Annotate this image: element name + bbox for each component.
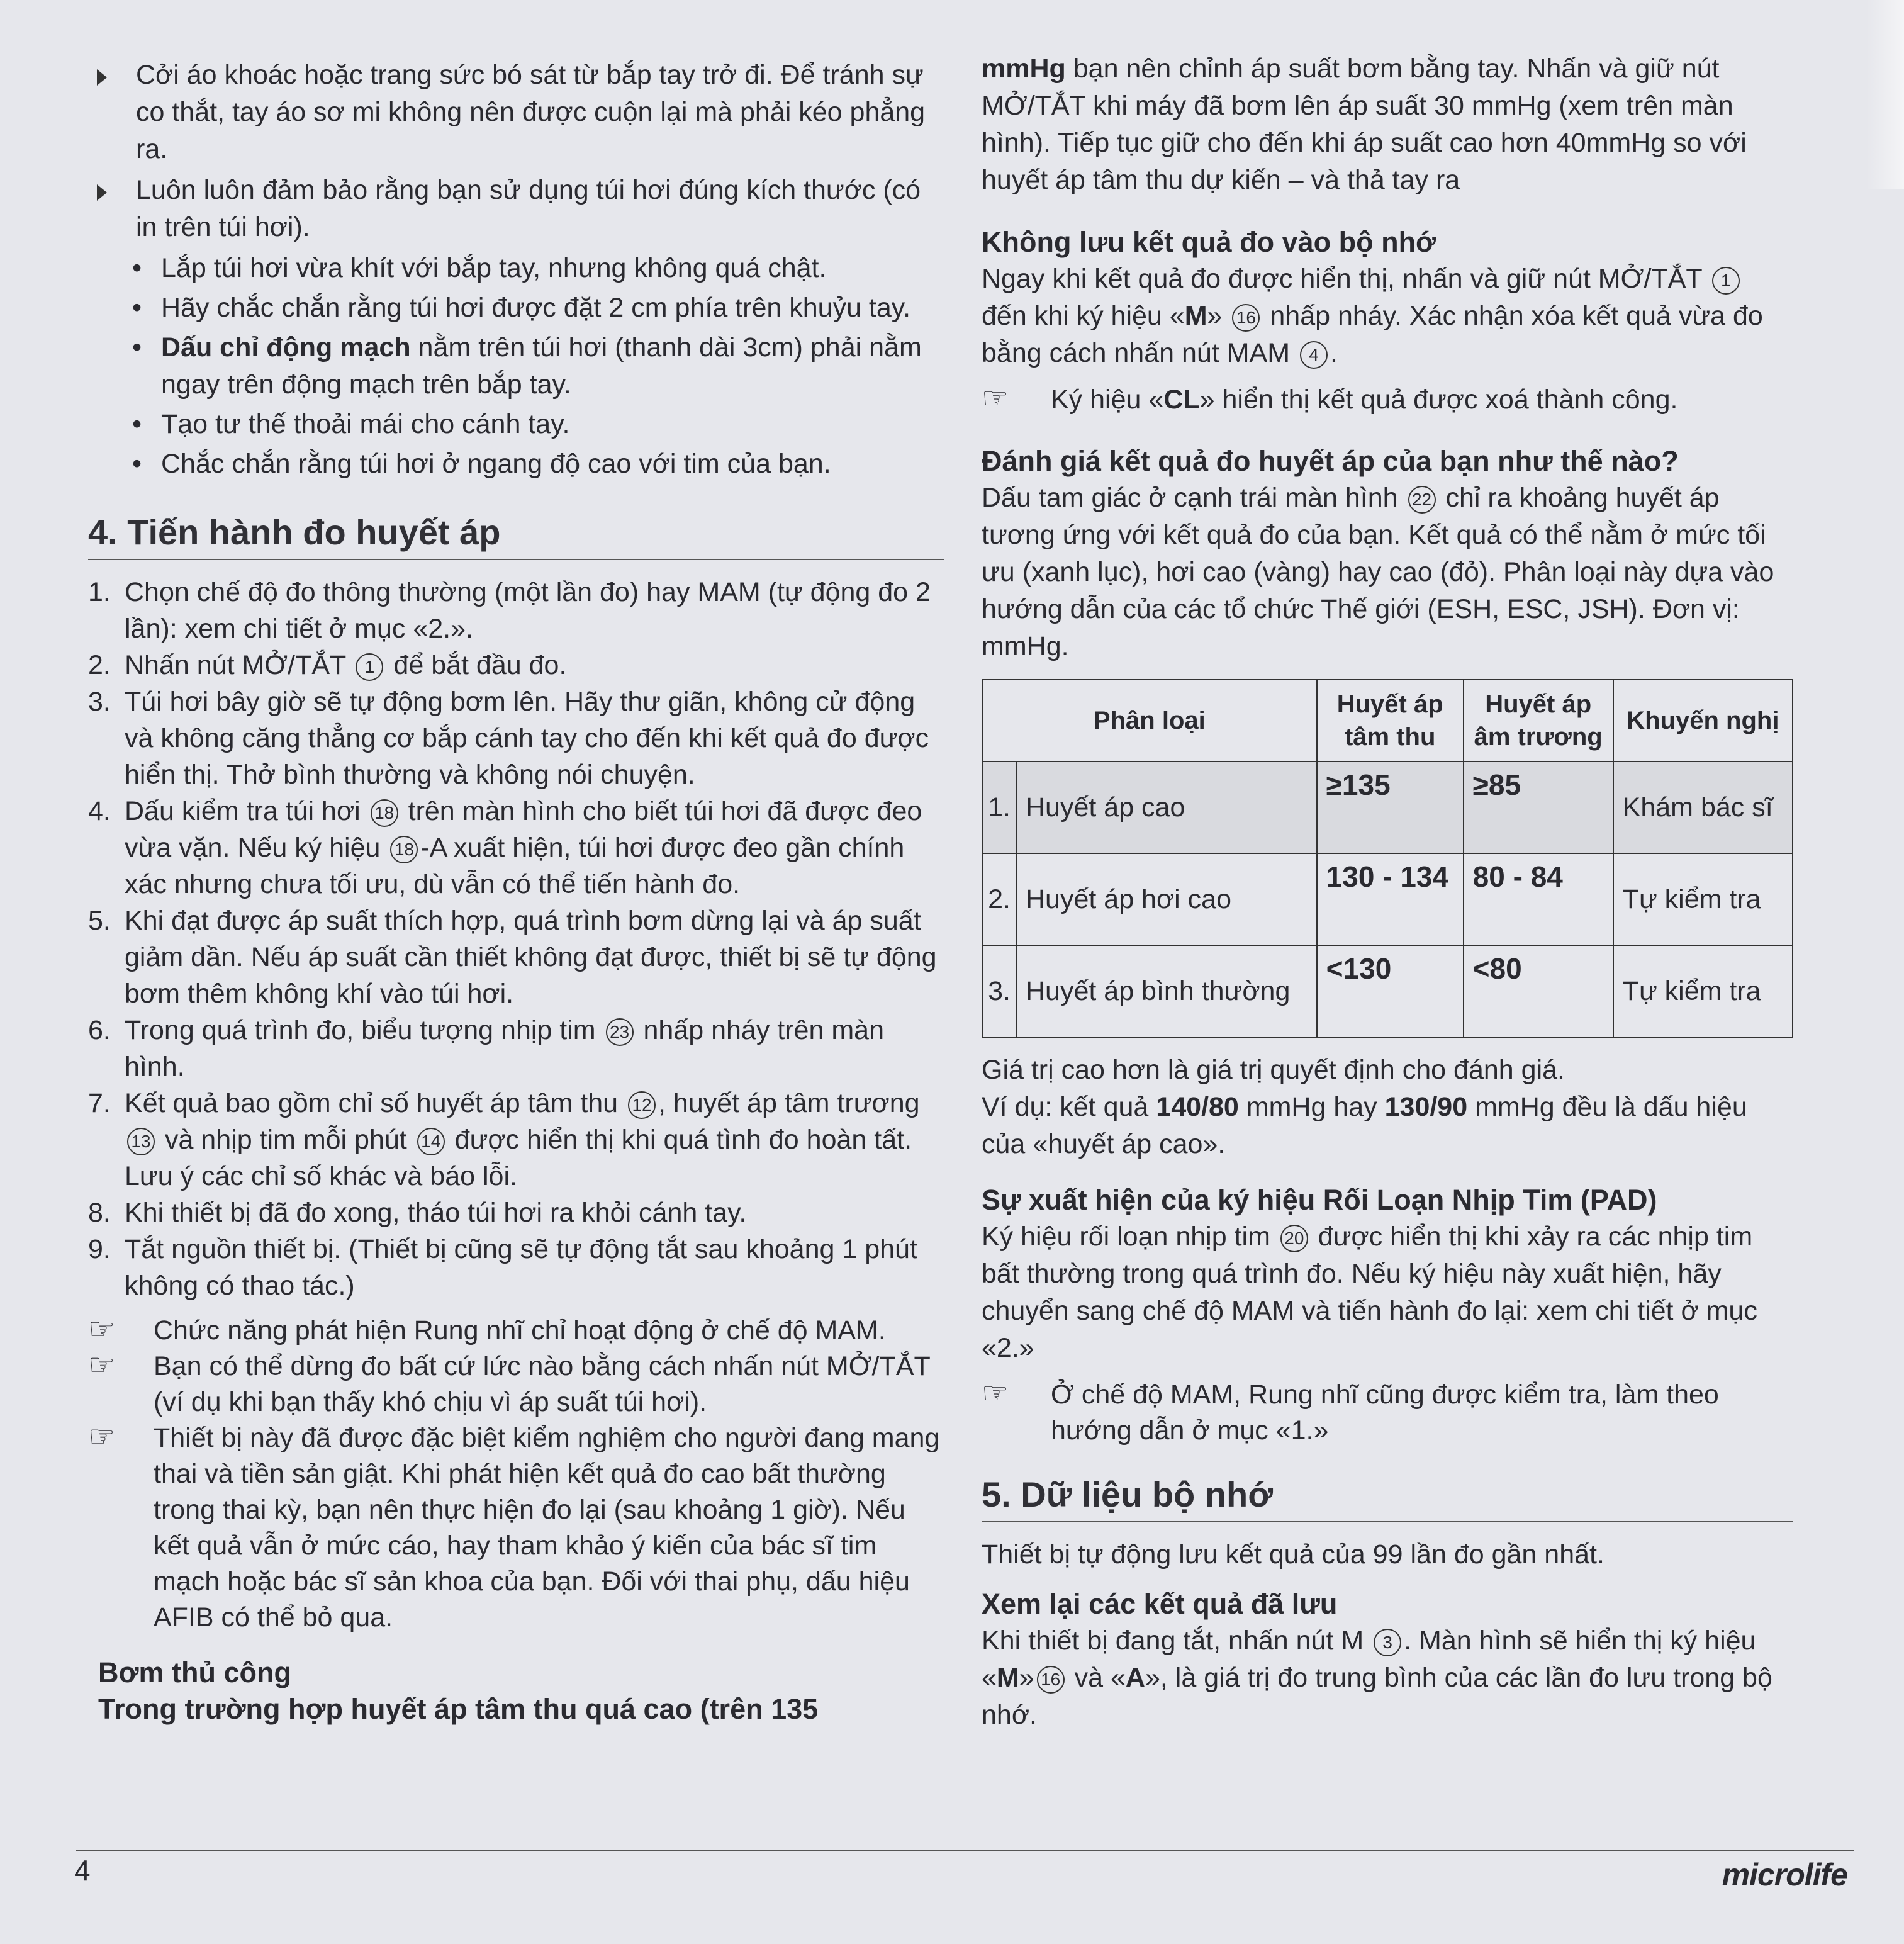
- arrow-bullet-icon: [97, 69, 107, 86]
- bullet-item: [88, 172, 944, 246]
- text-run: mmHg đều là dấu hiệu của «huyết áp cao».: [982, 1092, 1747, 1159]
- section-4-title: 4. Tiến hành đo huyết áp: [88, 512, 944, 560]
- step-number: 8.: [88, 1198, 111, 1228]
- no-save-text: [982, 261, 1793, 372]
- header-systolic: Huyết áp tâm thu: [1317, 680, 1464, 761]
- text-run: Chọn chế độ đo thông thường (một lần đo) hay MAM (tự động đo 2 lần): xem chi tiết ở mục «2.».: [125, 577, 931, 644]
- step-item: [88, 793, 944, 902]
- callout-number-icon: 16: [1037, 1666, 1065, 1694]
- row-diastolic: ≥85: [1464, 761, 1613, 853]
- cuff-dots: [126, 250, 944, 483]
- text-run: Nhấn nút MỞ/TẮT: [125, 650, 354, 680]
- text-run: nhấp nháy. Xác nhận xóa kết quả vừa đo bằng cách nhấn nút MAM: [982, 301, 1763, 368]
- dot-item: [126, 289, 944, 327]
- manual-inflation-body: bạn nên chỉnh áp suất bơm bằng tay. Nhấn và giữ nút MỞ/TẮT khi máy đã bơm lên áp suất 30 mmHg (xem trên màn hình). Tiếp tục giữ cho đến khi áp suất cao hơn 40mmHg so với huyết áp tâm thu dự kiến – và thả tay ra: [982, 53, 1747, 195]
- dot-item: [126, 446, 944, 483]
- evaluation-title: Đánh giá kết quả đo huyết áp của bạn như thế nào?: [982, 445, 1679, 477]
- text-run: và nhịp tim mỗi phút: [157, 1125, 415, 1155]
- note-text: Thiết bị này đã được đặc biệt kiểm nghiệm cho người đang mang thai và tiền sản giật. Khi phát hiện kết quả đo cao bất thường trong thai kỳ, bạn nên thực hiện đo lại (sau khoảng 1 giờ). Nếu kết quả vẫn ở mức cáo, hay tham khảo ý kiến của bác sĩ tim mạch hoặc bác sĩ sản khoa của bạn. Đối với thai phụ, dấu hiệu AFIB có thể bỏ qua.: [154, 1423, 940, 1632]
- step-item: [88, 1194, 944, 1231]
- text-run: để bắt đầu đo.: [386, 650, 567, 680]
- text-run: trên màn hình cho biết túi hơi đã được đeo vừa vặn. Nếu ký hiệu: [125, 796, 922, 863]
- callout-number-icon: 16: [1232, 304, 1260, 332]
- page-edge: [1866, 0, 1904, 189]
- table-row: [982, 945, 1793, 1037]
- dot-bullet-icon: •: [132, 253, 142, 283]
- bold-text: M: [996, 1663, 1019, 1693]
- text-run: -A xuất hiện, túi hơi được đeo gần chính xác nhưng chưa tối ưu, dù vẫn có thể tiến hành đo.: [125, 833, 905, 899]
- decisive-value-text: Giá trị cao hơn là giá trị quyết định cho đánh giá.: [982, 1055, 1565, 1085]
- step-item: [88, 647, 944, 683]
- step-number: 7.: [88, 1088, 111, 1118]
- callout-number-icon: 13: [127, 1128, 155, 1155]
- dot-item: [126, 406, 944, 443]
- callout-number-icon: 3: [1374, 1629, 1401, 1656]
- pointing-hand-icon: ☞: [982, 1377, 1009, 1410]
- pad-text: [982, 1218, 1793, 1367]
- bullet-item: [88, 57, 944, 168]
- text-run: được hiển thị khi xảy ra các nhịp tim bất thường trong quá trình đo. Nếu ký hiệu này xuất hiện, hãy chuyển sang chế độ MAM và tiến hành đo lại: xem chi tiết ở mục «2.»: [982, 1222, 1757, 1363]
- row-recommendation: Khám bác sĩ: [1613, 761, 1793, 853]
- step-number: 2.: [88, 650, 111, 680]
- text-run: Trong quá trình đo, biểu tượng nhịp tim: [125, 1015, 603, 1045]
- manual-inflation-title: Bơm thủ công: [98, 1656, 291, 1688]
- text-run: Kết quả bao gồm chỉ số huyết áp tâm thu: [125, 1088, 626, 1118]
- text-run: , huyết áp tâm trương: [658, 1088, 920, 1118]
- row-number: 3.: [982, 945, 1016, 1037]
- text-run: .: [1330, 338, 1338, 368]
- table-header-row: [982, 680, 1793, 761]
- text-run: và «: [1067, 1663, 1126, 1693]
- dot-text: Lắp túi hơi vừa khít với bắp tay, nhưng không quá chật.: [161, 253, 827, 283]
- text-run: Ký hiệu rối loạn nhịp tim: [982, 1222, 1278, 1252]
- row-systolic: ≥135: [1317, 761, 1464, 853]
- dot-text: Tạo tư thế thoải mái cho cánh tay.: [161, 409, 570, 439]
- bold-text: 140/80: [1156, 1092, 1239, 1122]
- dot-text: Chắc chắn rằng túi hơi ở ngang độ cao với tim của bạn.: [161, 449, 831, 479]
- dot-text: Hãy chắc chắn rằng túi hơi được đặt 2 cm phía trên khuỷu tay.: [161, 293, 911, 323]
- manual-inflation-intro: Trong trường hợp huyết áp tâm thu quá cao (trên 135: [98, 1693, 819, 1725]
- text-run: Ngay khi kết quả đo được hiển thị, nhấn và giữ nút MỞ/TẮT: [982, 264, 1710, 294]
- dot-item: [126, 250, 944, 287]
- note-item: [88, 1313, 944, 1349]
- callout-number-icon: 1: [1712, 267, 1740, 295]
- callout-number-icon: 1: [356, 653, 383, 681]
- text-run: đến khi ký hiệu «: [982, 301, 1185, 331]
- dot-bullet-icon: •: [132, 293, 142, 323]
- note-item: [88, 1420, 944, 1636]
- callout-number-icon: 20: [1280, 1225, 1308, 1252]
- callout-number-icon: 12: [628, 1091, 656, 1119]
- step-number: 5.: [88, 906, 111, 936]
- table-row: [982, 853, 1793, 945]
- row-classification: Huyết áp cao: [1016, 761, 1317, 853]
- page-number: 4: [74, 1854, 91, 1887]
- pointing-hand-icon: ☞: [982, 382, 1009, 415]
- memory-text: Thiết bị tự động lưu kết quả của 99 lần đo gần nhất.: [982, 1539, 1604, 1570]
- prep-bullets: [88, 57, 944, 246]
- header-classification: Phân loại: [982, 680, 1317, 761]
- text-run: nhấp nháy trên màn hình.: [125, 1015, 884, 1082]
- no-save-title: Không lưu kết quả đo vào bộ nhớ: [982, 226, 1436, 258]
- note-bold-text: CL: [1163, 385, 1200, 415]
- text-run: được hiển thị khi quá tình đo hoàn tất. Lưu ý các chỉ số khác và báo lỗi.: [125, 1125, 912, 1191]
- step-item: [88, 1231, 944, 1304]
- footer-divider: [76, 1850, 1854, 1851]
- text-run: Khi đạt được áp suất thích hợp, quá trình bơm dừng lại và áp suất giảm dần. Nếu áp suất cần thiết không đạt được, thiết bị sẽ tự động bơm thêm không khí vào túi hơi.: [125, 906, 937, 1009]
- text-run: Tắt nguồn thiết bị. (Thiết bị cũng sẽ tự động tắt sau khoảng 1 phút không có thao tác.): [125, 1234, 917, 1301]
- step-item: [88, 1012, 944, 1085]
- bold-text: M: [1184, 301, 1207, 331]
- text-run: mmHg hay: [1238, 1092, 1385, 1122]
- dot-text: nằm trên túi hơi (thanh dài 3cm) phải nằm ngay trên động mạch trên bắp tay.: [161, 332, 922, 400]
- evaluation-text: [982, 480, 1793, 665]
- text-run: Túi hơi bây giờ sẽ tự động bơm lên. Hãy thư giãn, không cử động và không căng thẳng cơ bắp cánh tay cho đến khi kết quả đo được hiển thị. Thở bình thường và không nói chuyện.: [125, 687, 929, 790]
- manual-inflation-text: [982, 50, 1793, 199]
- example-text: [982, 1089, 1793, 1163]
- row-classification: Huyết áp bình thường: [1016, 945, 1317, 1037]
- brand-logo: microlife: [1722, 1857, 1847, 1892]
- callout-number-icon: 23: [606, 1018, 634, 1046]
- step-number: 3.: [88, 687, 111, 717]
- step-item: [88, 683, 944, 793]
- step-number: 6.: [88, 1015, 111, 1045]
- text-run: . Màn hình sẽ hiển thị ký hiệu «: [982, 1626, 1756, 1693]
- dot-bullet-icon: •: [132, 332, 142, 362]
- row-recommendation: Tự kiểm tra: [1613, 945, 1793, 1037]
- text-run: »: [1019, 1663, 1034, 1693]
- step-number: 4.: [88, 796, 111, 826]
- note-item: [88, 1349, 944, 1420]
- step-number: 9.: [88, 1234, 111, 1264]
- pad-title: Sự xuất hiện của ký hiệu Rối Loạn Nhịp Tim (PAD): [982, 1184, 1657, 1216]
- note-text: » hiển thị kết quả được xoá thành công.: [1199, 385, 1678, 415]
- text-run: Khi thiết bị đã đo xong, tháo túi hơi ra khỏi cánh tay.: [125, 1198, 747, 1228]
- step-item: [88, 902, 944, 1012]
- header-recommendation: Khuyến nghị: [1613, 680, 1793, 761]
- callout-number-icon: 18: [390, 836, 418, 863]
- row-diastolic: <80: [1464, 945, 1613, 1037]
- measurement-steps: [88, 574, 944, 1304]
- row-systolic: <130: [1317, 945, 1464, 1037]
- row-recommendation: Tự kiểm tra: [1613, 853, 1793, 945]
- text-run: Khi thiết bị đang tắt, nhấn nút M: [982, 1626, 1372, 1656]
- callout-number-icon: 14: [417, 1128, 445, 1155]
- table-row: [982, 761, 1793, 853]
- step-item: [88, 574, 944, 647]
- dot-bullet-icon: •: [132, 449, 142, 479]
- note-text: Bạn có thể dừng đo bất cứ lức nào bằng cách nhấn nút MỞ/TẮT (ví dụ khi bạn thấy khó chịu vì áp suất túi hơi).: [154, 1351, 931, 1417]
- text-run: chỉ ra khoảng huyết áp tương ứng với kết quả đo của bạn. Kết quả có thể nằm ở mức tối ưu (xanh lục), hơi cao (vàng) hay cao (đỏ). Phân loại này dựa vào hướng dẫn của các tổ chức Thế giới (ESH, ESC, JSH). Đơn vị: mmHg.: [982, 483, 1774, 661]
- pad-note: [982, 1377, 1793, 1449]
- bullet-text: Luôn luôn đảm bảo rằng bạn sử dụng túi hơi đúng kích thước (có in trên túi hơi).: [136, 175, 921, 242]
- bullet-text: Cởi áo khoác hoặc trang sức bó sát từ bắp tay trở đi. Để tránh sự co thắt, tay áo sơ mi không nên được cuộn lại mà phải kéo phẳng ra.: [136, 60, 926, 164]
- note-text: Ở chế độ MAM, Rung nhĩ cũng được kiểm tra, làm theo hướng dẫn ở mục «1.»: [1051, 1379, 1719, 1446]
- pointing-hand-icon: ☞: [88, 1349, 116, 1382]
- review-title: Xem lại các kết quả đã lưu: [982, 1588, 1338, 1620]
- dot-bullet-icon: •: [132, 409, 142, 439]
- callout-number-icon: 22: [1408, 486, 1436, 514]
- row-number: 1.: [982, 761, 1016, 853]
- note-text: Ký hiệu «: [1051, 385, 1164, 415]
- text-run: Ví dụ: kết quả: [982, 1092, 1156, 1122]
- callout-number-icon: 18: [371, 799, 398, 827]
- right-column: [982, 50, 1793, 1734]
- dot-bold-text: Dấu chỉ động mạch: [161, 332, 411, 362]
- bold-text: 130/90: [1384, 1092, 1468, 1122]
- text-run: Dấu kiểm tra túi hơi: [125, 796, 368, 826]
- row-number: 2.: [982, 853, 1016, 945]
- unit-bold: mmHg: [982, 53, 1066, 84]
- callout-number-icon: 4: [1300, 341, 1328, 369]
- pointing-hand-icon: ☞: [88, 1313, 116, 1346]
- bold-text: A: [1125, 1663, 1145, 1693]
- row-classification: Huyết áp hơi cao: [1016, 853, 1317, 945]
- header-diastolic: Huyết áp âm trương: [1464, 680, 1613, 761]
- dot-item: [126, 329, 944, 403]
- text-run: »: [1207, 301, 1230, 331]
- row-systolic: 130 - 134: [1317, 853, 1464, 945]
- left-notes: [88, 1313, 944, 1636]
- left-column: [88, 57, 944, 1728]
- step-item: [88, 1085, 944, 1194]
- step-number: 1.: [88, 577, 111, 607]
- text-run: », là giá trị đo trung bình của các lần đo lưu trong bộ nhớ.: [982, 1663, 1772, 1730]
- text-run: Dấu tam giác ở cạnh trái màn hình: [982, 483, 1406, 513]
- blood-pressure-table: [982, 679, 1793, 1038]
- section-5-title: 5. Dữ liệu bộ nhớ: [982, 1474, 1793, 1522]
- review-text: [982, 1622, 1793, 1734]
- pointing-hand-icon: ☞: [88, 1420, 116, 1454]
- row-diastolic: 80 - 84: [1464, 853, 1613, 945]
- arrow-bullet-icon: [97, 184, 107, 201]
- note-text: Chức năng phát hiện Rung nhĩ chỉ hoạt động ở chế độ MAM.: [154, 1315, 886, 1346]
- no-save-note: [982, 382, 1793, 418]
